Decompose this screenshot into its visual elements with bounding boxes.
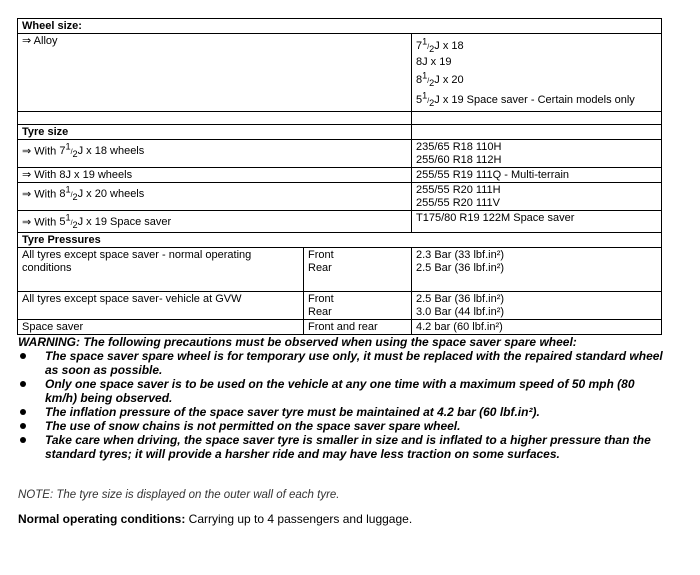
tyre-size-row [18, 139, 662, 167]
pressure-row [18, 292, 662, 320]
tyre-size-heading-blank [412, 124, 662, 139]
wheel-type-label: ⇒ With $8^1/_2J$ x 20 wheels [18, 182, 412, 210]
wheel-type-label: ⇒ With 8J x 19 wheels [18, 167, 412, 182]
normal-conditions-text: Carrying up to 4 passengers and luggage. [185, 512, 413, 526]
pressure-position: Rear [308, 262, 332, 275]
warning-item [18, 433, 668, 461]
tyre-size-row [18, 210, 662, 233]
wheel-type-value: $8^1/_2J$ x 20 wheels [59, 184, 145, 203]
fraction-numerator: 1 [65, 141, 71, 152]
pressure-value: 2.3 Bar (33 lbf.in²) [416, 249, 505, 262]
wheel-type-value: $5^1/_2J$ x 19 Space saver [59, 212, 172, 231]
warning-block [18, 335, 668, 461]
warning-item-text: Take care when driving, the space saver tyre is smaller in size and is inflated to a higher pressure than the standard tyres; it will provide a harsher ride and may have less traction on some surfaces. [45, 433, 651, 461]
spacer-cell [412, 111, 662, 124]
pressure-condition: All tyres except space saver- vehicle at GVW [18, 292, 304, 320]
fraction-slash: / [427, 43, 430, 51]
pressure-position: Front [308, 293, 334, 306]
warning-item [18, 349, 668, 377]
fraction-slash: / [70, 192, 73, 200]
tyre-sizes [412, 167, 662, 182]
fraction-denominator: 2 [429, 77, 435, 88]
fraction-numerator: 1 [65, 184, 71, 195]
fraction-slash: / [70, 220, 73, 228]
warning-item [18, 377, 668, 405]
wheel-type-label: ⇒ With $7^1/_2J$ x 18 wheels [18, 139, 412, 167]
wheel-size-line [416, 56, 657, 69]
warning-item [18, 405, 668, 419]
tyre-sizes [412, 210, 662, 233]
wheel-size-heading-row [18, 19, 662, 34]
tyre-size-value: 255/55 R20 111V [416, 196, 500, 209]
warning-item-text: The space saver spare wheel is for temporary use only, it must be replaced with the repaired standard wheel as soon as possible. [45, 349, 663, 377]
warning-item-text: The inflation pressure of the space saver tyre must be maintained at 4.2 bar (60 lbf.in²). [45, 405, 540, 419]
fraction-denominator: 2 [72, 220, 78, 231]
wheel-size-heading: Wheel size: [18, 19, 662, 34]
spacer-row [18, 111, 662, 124]
bullet-icon [20, 437, 26, 443]
pressure-value: 3.0 Bar (44 lbf.in²) [416, 306, 505, 319]
pressure-position: Rear [308, 306, 332, 319]
fraction-slash: / [427, 77, 430, 85]
wheel-size-value: $7^1/_2J$ x 18 [416, 36, 464, 54]
warning-item-text: Only one space saver is to be used on the vehicle at any one time with a maximum speed of 50 mph (80 km/h) being observed. [45, 377, 635, 405]
bullet-icon [20, 409, 26, 415]
fraction-denominator: 2 [429, 98, 435, 109]
tyre-size-row [18, 182, 662, 210]
pressure-values [412, 248, 662, 292]
normal-conditions-label: Normal operating conditions: [18, 512, 186, 526]
fraction-denominator: 2 [429, 43, 435, 54]
tyre-sizes [412, 182, 662, 210]
pressure-row [18, 320, 662, 335]
warning-item-text: The use of snow chains is not permitted on the space saver spare wheel. [45, 419, 461, 433]
pressure-value: 2.5 Bar (36 lbf.in²) [416, 262, 505, 275]
fraction-numerator: 1 [422, 36, 428, 46]
fraction-numerator: 1 [422, 90, 428, 101]
pressure-value: 2.5 Bar (36 lbf.in²) [416, 293, 505, 306]
wheel-size-line [416, 69, 657, 90]
wheel-type-value: $7^1/_2J$ x 18 wheels [59, 141, 145, 160]
tyre-size-row [18, 167, 662, 182]
spacer-cell [18, 111, 412, 124]
pressure-positions [304, 320, 412, 335]
pressure-positions [304, 248, 412, 292]
wheel-size-line [416, 35, 657, 56]
tyre-size-heading: Tyre size [18, 124, 412, 139]
pressure-condition: All tyres except space saver - normal operating conditions [18, 248, 304, 292]
warning-list [18, 349, 668, 461]
wheel-size-value: $8^1/_2J$ x 20 [416, 69, 464, 88]
tyre-sizes [412, 139, 662, 167]
wheel-size-value: $5^1/_2J$ x 19 Space saver - Certain models only [416, 90, 635, 109]
fraction-numerator: 1 [65, 212, 71, 223]
warning-item [18, 419, 668, 433]
tyre-size-value: T175/80 R19 122M Space saver [416, 211, 575, 224]
wheel-type-label: ⇒ With $5^1/_2J$ x 19 Space saver [18, 210, 412, 233]
pressure-row [18, 248, 662, 292]
tyre-size-heading-row [18, 124, 662, 139]
wheel-size-line [416, 90, 657, 111]
alloy-sizes [412, 34, 662, 112]
pressure-positions [304, 292, 412, 320]
bullet-icon [20, 423, 26, 429]
bullet-icon [20, 353, 26, 359]
wheel-type-value: 8J x 19 wheels [59, 168, 133, 181]
tyre-size-value: 255/55 R19 111Q - Multi-terrain [416, 168, 570, 181]
fraction-slash: / [427, 98, 430, 106]
warning-heading: WARNING: The following precautions must be observed when using the space saver spare wheel: [18, 335, 577, 349]
pressure-condition: Space saver [18, 320, 304, 335]
tyre-size-value: 255/60 R18 112H [416, 153, 502, 166]
alloy-label: ⇒ Alloy [18, 34, 412, 112]
wheel-size-value: 8J x 19 [416, 55, 452, 68]
tyre-spec-table [17, 18, 662, 335]
fraction-slash: / [70, 149, 73, 157]
tyre-size-note: NOTE: The tyre size is displayed on the outer wall of each tyre. [18, 489, 340, 501]
pressure-value: 4.2 bar (60 lbf.in²) [416, 321, 503, 334]
fraction-numerator: 1 [422, 69, 428, 80]
fraction-denominator: 2 [72, 192, 78, 203]
tyre-size-value: 255/55 R20 111H [416, 183, 501, 196]
tyre-size-value: 235/65 R18 110H [416, 140, 502, 153]
fraction-denominator: 2 [72, 149, 78, 160]
bullet-icon [20, 381, 26, 387]
pressure-values [412, 320, 662, 335]
alloy-row [18, 34, 662, 112]
normal-conditions [18, 512, 412, 526]
pressure-position: Front [308, 249, 334, 262]
pressure-values [412, 292, 662, 320]
tyre-pressures-heading: Tyre Pressures [18, 233, 662, 248]
tyre-pressures-heading-row [18, 233, 662, 248]
pressure-position: Front and rear [308, 321, 378, 334]
